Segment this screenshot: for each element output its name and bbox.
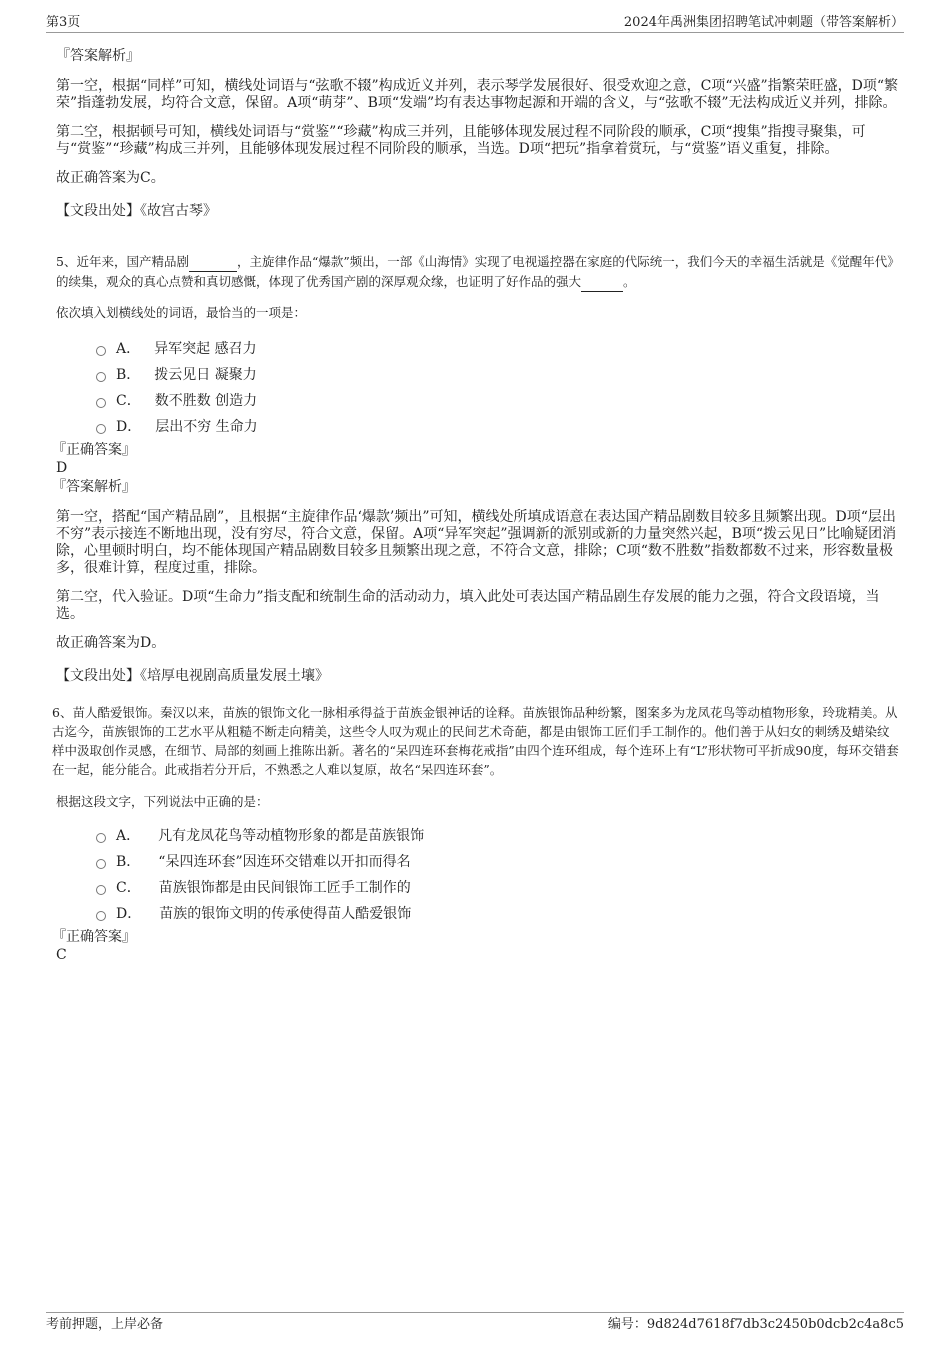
option-b[interactable]: B． “呆四连环套”因连环交错难以开扣而得名 [96,849,900,875]
question-5-instruction: 依次填入划横线处的词语，最恰当的一项是： [56,305,307,320]
document-title: 2024年禹洲集团招聘笔试冲刺题（带答案解析） [623,15,904,30]
radio-icon[interactable] [96,424,106,434]
correct-answer: D [56,460,68,476]
source-citation: 【文段出处】《故宫古琴》 [56,203,217,219]
analysis-conclusion: 故正确答案为C。 [56,170,165,186]
question-5-options [56,336,900,440]
page-header [46,14,904,33]
radio-icon[interactable] [96,885,106,895]
analysis-label: 『答案解析』 [52,479,136,495]
question-6-options [56,823,900,927]
radio-icon[interactable] [96,372,106,382]
option-c[interactable]: C． 苗族银饰都是由民间银饰工匠手工制作的 [96,875,900,901]
radio-icon[interactable] [96,346,106,356]
page-number: 第3页 [46,15,81,30]
correct-answer-label: 『正确答案』 [52,442,136,458]
radio-icon[interactable] [96,911,106,921]
footer-slogan: 考前押题，上岸必备 [46,1317,164,1332]
option-d[interactable]: D． 层出不穷 生命力 [96,414,900,440]
correct-answer: C [56,947,67,963]
radio-icon[interactable] [96,833,106,843]
question-6-instruction: 根据这段文字，下列说法中正确的是： [56,794,269,809]
question-6-text: 6、苗人酷爱银饰。秦汉以来，苗族的银饰文化一脉相承得益于苗族金银神话的诠释。苗族银饰品种纷繁，图案多为龙凤花鸟等动植物形象，玲珑精美。从古迄今，苗族银饰的工艺水平从粗糙不断走向精美，这些令人叹为观止的民间艺术奇葩，都是由银饰工匠们手工制作的。他们善于从妇女的刺绣及蜡染纹样中汲取创作灵感，在细节、局部的刻画上推陈出新。著名的“呆四连环套梅花戒指”由四个连环组成，每个连环上有“L”形状物可平折成90度，每环交错套在一起，能分能合。此戒指若分开后，不熟悉之人难以复原，故名“呆四连环套”。 [52,705,899,777]
option-a[interactable]: A． 凡有龙凤花鸟等动植物形象的都是苗族银饰 [96,823,900,849]
correct-answer-label: 『正确答案』 [52,929,136,945]
analysis-label: 『答案解析』 [56,48,140,64]
analysis-paragraph-1: 第一空，搭配“国产精品剧”，且根据“主旋律作品‘爆款’频出”可知，横线处所填成语意在表达国产精品剧数目较多且频繁出现。D项“层出不穷”表示接连不断地出现，没有穷尽，符合文意，保留。A项“异军突起”强调新的派别或新的力量突然兴起，B项“拨云见日”比喻疑团消除，心里顿时明白，均不能体现国产精品剧数目较多且频繁出现之意，不符合文意，排除；C项“数不胜数”指数都数不过来，形容数量极多，很难计算，程度过重，排除。 [56,509,897,576]
source-citation: 【文段出处】《培厚电视剧高质量发展土壤》 [56,668,329,684]
analysis-conclusion: 故正确答案为D。 [56,635,166,651]
analysis-paragraph-1: 第一空，根据“同样”可知，横线处词语与“弦歌不辍”构成近义并列，表示琴学发展很好、很受欢迎之意，C项“兴盛”指繁荣旺盛，D项“繁荣”指蓬勃发展，均符合文意，保留。A项“萌芽”、B项“发端”均有表达事物起源和开端的含义，与“弦歌不辍”无法构成近义并列，排除。 [56,78,899,111]
option-c[interactable]: C． 数不胜数 创造力 [96,388,900,414]
analysis-paragraph-2: 第二空，代入验证。D项“生命力”指支配和统制生命的活动动力，填入此处可表达国产精品剧生存发展的能力之强，符合文段语境，当选。 [56,589,880,622]
option-b[interactable]: B． 拨云见日 凝聚力 [96,362,900,388]
option-d[interactable]: D． 苗族的银饰文明的传承使得苗人酷爱银饰 [96,901,900,927]
document-code: 编号：9d824d7618f7db3c2450b0dcb2c4a8c5 [607,1317,904,1332]
radio-icon[interactable] [96,859,106,869]
question-5-text: 5、近年来，国产精品剧 ，主旋律作品“爆款”频出，一部《山海情》实现了电视遥控器在家庭的代际统一，我们今天的幸福生活就是《觉醒年代》的续集，观众的真心点赞和真切感慨，体现了优秀国产剧的深厚观众缘，也证明了好作品的强大 。 [56,252,900,292]
radio-icon[interactable] [96,398,106,408]
analysis-paragraph-2: 第二空，根据顿号可知，横线处词语与“赏鉴”“珍藏”构成三并列，且能够体现发展过程不同阶段的顺承，C项“搜集”指搜寻聚集，可与“赏鉴”“珍藏”构成三并列，且能够体现发展过程不同阶段的顺承，当选。D项“把玩”指拿着赏玩，与“赏鉴”语义重复，排除。 [56,124,866,157]
option-a[interactable]: A． 异军突起 感召力 [96,336,900,362]
page-content [52,46,900,964]
page-footer [46,1312,904,1335]
